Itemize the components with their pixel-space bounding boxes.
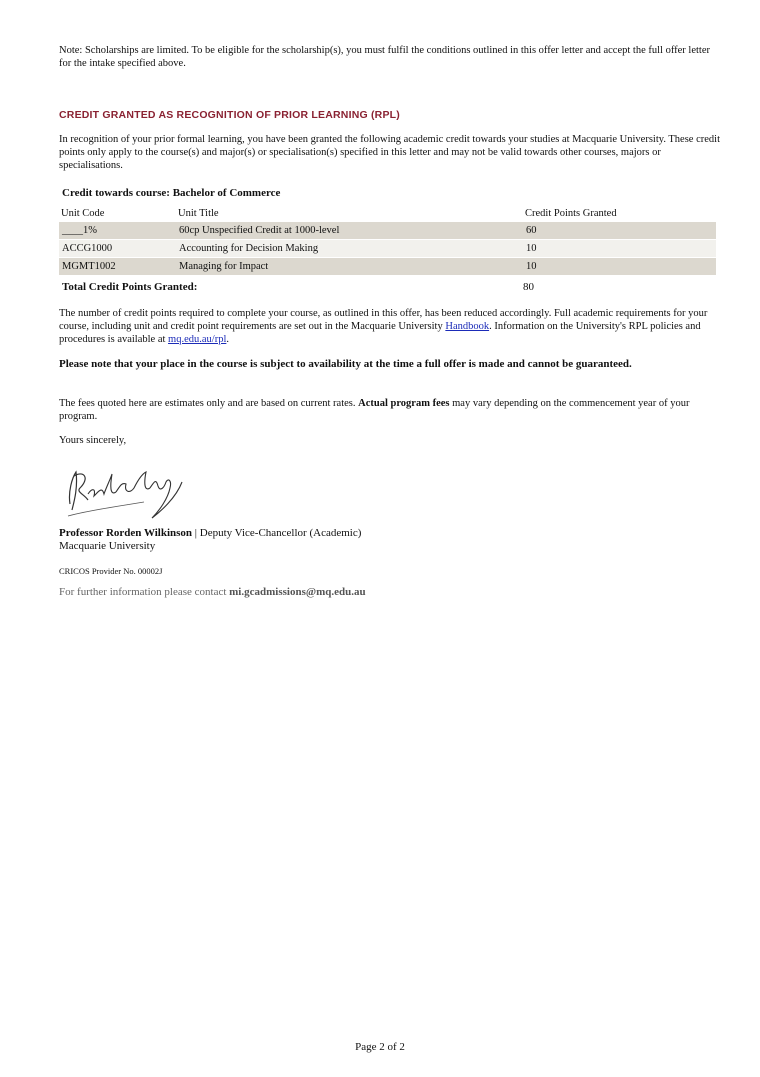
unit-code-cell: ____1% (59, 222, 176, 240)
closing-salutation: Yours sincerely, (59, 435, 127, 446)
rpl-heading: CREDIT GRANTED AS RECOGNITION OF PRIOR LEARNING (RPL) (59, 109, 400, 121)
unit-title-cell: Accounting for Decision Making (176, 240, 523, 258)
unit-code-cell: MGMT1002 (59, 258, 176, 276)
signatory-separator: | (192, 527, 200, 539)
fees-text: The fees quoted here are estimates only and are based on current rates. (59, 398, 359, 409)
contact-line (59, 586, 366, 598)
header-unit-title: Unit Title (178, 207, 219, 219)
total-credit-label: Total Credit Points Granted: (62, 281, 198, 293)
table-row (59, 222, 716, 240)
unit-title-cell: Managing for Impact (176, 258, 523, 276)
reduction-text: . (226, 334, 229, 345)
credit-points-cell: 10 (523, 240, 716, 258)
handbook-link[interactable]: Handbook (445, 321, 490, 332)
header-unit-code: Unit Code (61, 207, 105, 219)
table-row (59, 258, 716, 276)
contact-text: For further information please contact (59, 586, 230, 598)
total-credit-value: 80 (523, 281, 534, 293)
course-title: Credit towards course: Bachelor of Commerce (62, 187, 281, 199)
signatory-title: Deputy Vice-Chancellor (Academic) (199, 527, 362, 539)
rpl-link[interactable]: mq.edu.au/rpl (168, 334, 227, 345)
fees-text: may vary depending on the commencement year of your program. (59, 398, 690, 422)
place-availability-note: Please note that your place in the course is subject to availability at the time a full offer is made and cannot be guaranteed. (59, 358, 632, 370)
cricos-provider: CRICOS Provider No. 00002J (59, 566, 163, 576)
unit-code-cell: ACCG1000 (59, 240, 176, 258)
signatory-name: Professor Rorden Wilkinson (59, 527, 193, 539)
reduction-text: The number of credit points required to complete your course, as outlined in this offer, has been reduced accordingly. Full academic requirements for your course, including unit and credit point requirements are set out in the Macquarie University (59, 308, 708, 332)
scholarship-note: Note: Scholarships are limited. To be eligible for the scholarship(s), you must fulfil the conditions outlined in this offer letter and accept the full offer letter for the intake specified above. (59, 45, 710, 69)
reduction-text: . Information on the University's RPL policies and procedures is available at (59, 321, 701, 345)
signatory-line (59, 527, 361, 539)
signature-image (60, 458, 190, 524)
fees-bold-text: Actual program fees (358, 398, 450, 409)
rpl-intro: In recognition of your prior formal learning, you have been granted the following academic credit towards your studies at Macquarie University. These credit points only apply to the course(s) and major(s) or specialisation(s) specified in this letter and may not be valid towards other courses, majors or specialisations. (59, 134, 720, 171)
table-header-row (59, 205, 716, 222)
page-indicator: Page 2 of 2 (355, 1041, 405, 1053)
table-row (59, 240, 716, 258)
unit-title-cell: 60cp Unspecified Credit at 1000-level (176, 222, 523, 240)
header-credit-points: Credit Points Granted (525, 207, 617, 219)
contact-email[interactable]: mi.gcadmissions@mq.edu.au (229, 586, 366, 598)
credit-reduction-paragraph (59, 307, 719, 346)
credit-table (59, 205, 716, 275)
credit-points-cell: 10 (523, 258, 716, 276)
signatory-institution: Macquarie University (59, 540, 156, 552)
fees-paragraph (59, 397, 719, 423)
credit-points-cell: 60 (523, 222, 716, 240)
